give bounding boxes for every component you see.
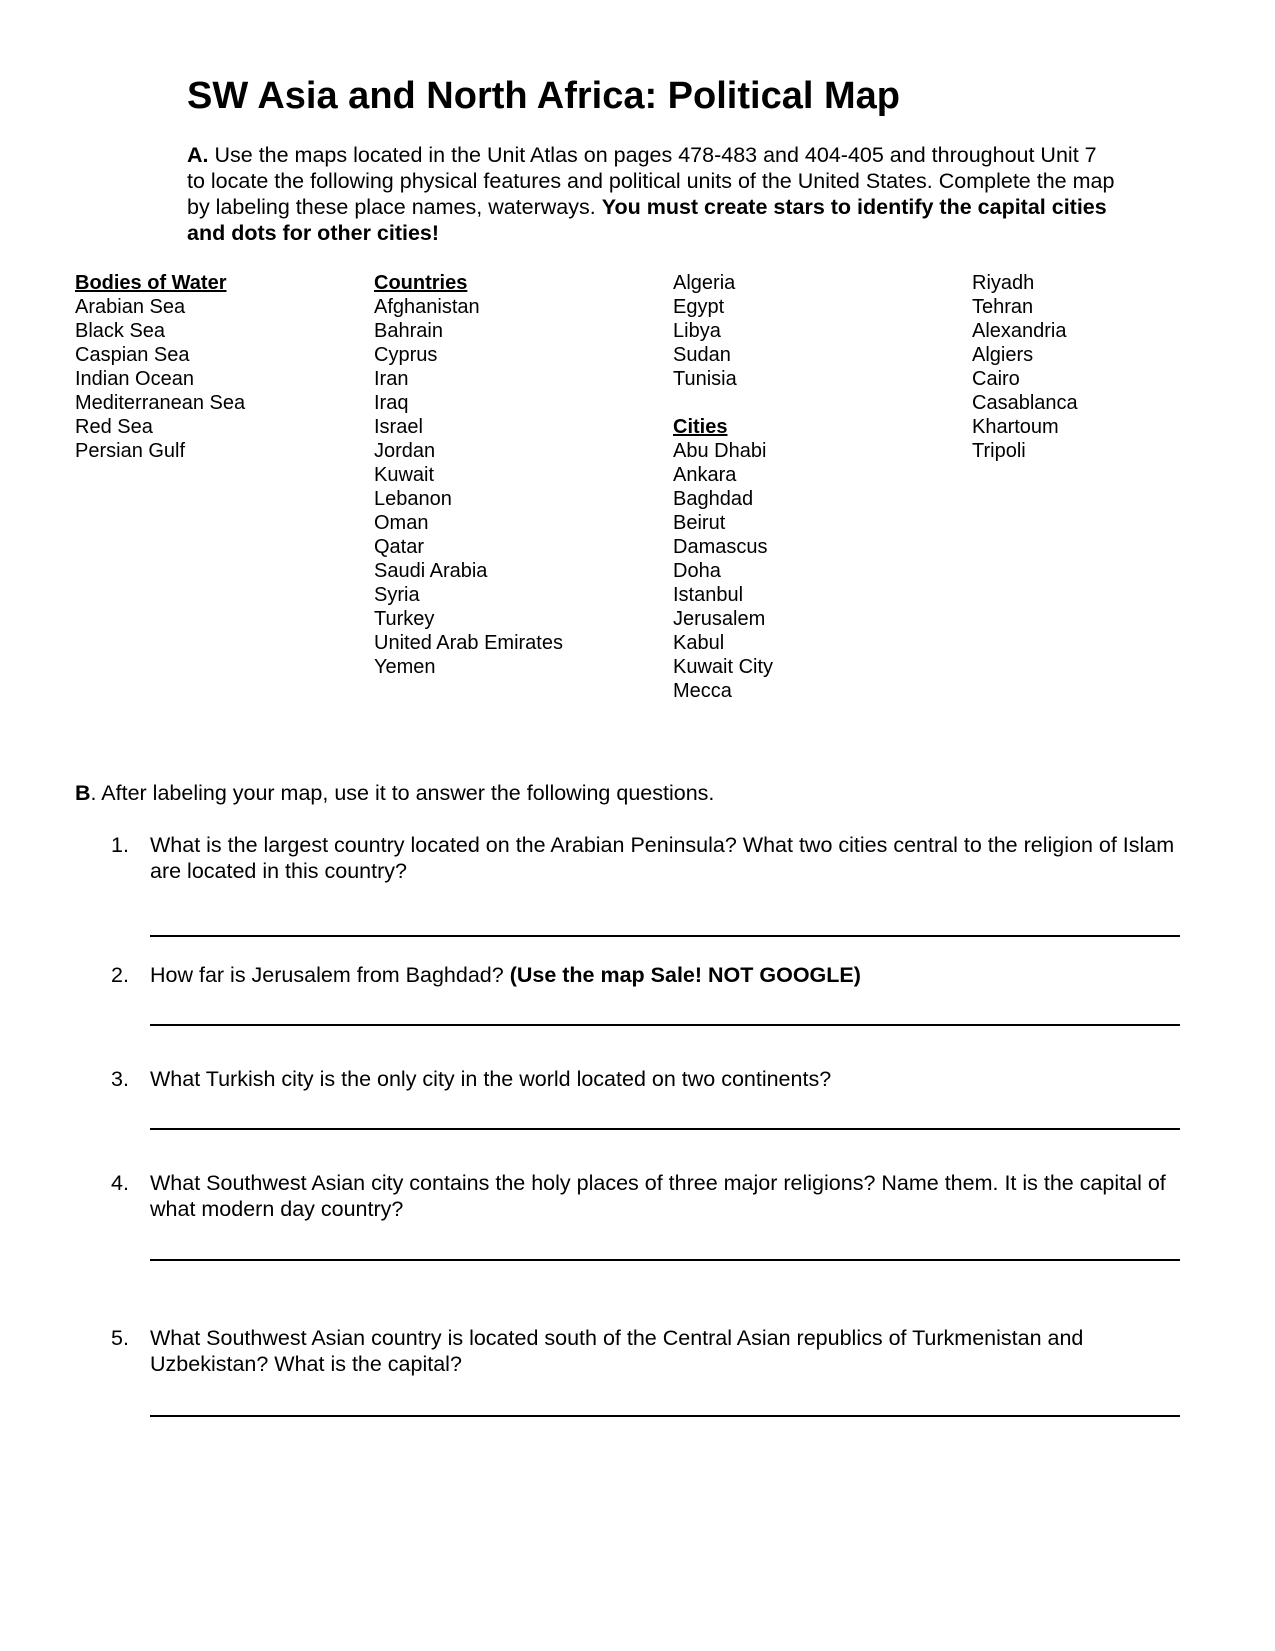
answer-line[interactable] xyxy=(150,1415,1180,1417)
list-item: Istanbul xyxy=(673,584,744,606)
answer-line[interactable] xyxy=(150,1024,1180,1026)
list-item: United Arab Emirates xyxy=(374,632,563,654)
answer-line[interactable] xyxy=(150,1128,1180,1130)
list-item: Jordan xyxy=(374,440,436,462)
list-item: Mediterranean Sea xyxy=(75,392,246,414)
question-text xyxy=(150,1325,1195,1377)
list-item: Kabul xyxy=(673,632,725,654)
question-number: 3. xyxy=(111,1067,129,1091)
bodies-of-water-column xyxy=(75,271,365,463)
list-item: Beirut xyxy=(673,512,726,534)
list-item: Tunisia xyxy=(673,368,737,390)
list-item: Qatar xyxy=(374,536,425,558)
section-a-text: Use the maps located in the Unit Atlas on pages 478-483 and 404-405 and throughout Unit 7 to locate the following physical features and political units of the United States. Complete the map by labeling these place names, waterways. xyxy=(187,143,1115,219)
bodies-of-water-header: Bodies of Water xyxy=(75,272,227,294)
list-item: Persian Gulf xyxy=(75,440,186,462)
list-item: Alexandria xyxy=(972,320,1067,342)
question-number: 2. xyxy=(111,963,129,987)
question-text-body: How far is Jerusalem from Baghdad? xyxy=(150,963,510,987)
list-item: Sudan xyxy=(673,344,731,366)
list-item: Abu Dhabi xyxy=(673,440,767,462)
section-b-instructions xyxy=(75,780,714,806)
question-text xyxy=(150,1066,1195,1092)
list-item: Afghanistan xyxy=(374,296,480,318)
cities-header: Cities xyxy=(673,416,728,438)
cities-continued-column xyxy=(972,271,1262,463)
list-item: Tripoli xyxy=(972,440,1026,462)
list-item: Oman xyxy=(374,512,429,534)
question-text xyxy=(150,832,1195,884)
list-item: Damascus xyxy=(673,536,768,558)
countries-cities-column xyxy=(673,271,963,703)
list-item: Red Sea xyxy=(75,416,153,438)
section-a-label: A. xyxy=(187,143,209,167)
list-item: Mecca xyxy=(673,680,732,702)
question-text-body: What is the largest country located on the Arabian Peninsula? What two cities central to the religion of Islam are located in this country? xyxy=(150,833,1175,883)
list-item: Cyprus xyxy=(374,344,438,366)
list-item: Iran xyxy=(374,368,409,390)
answer-line[interactable] xyxy=(150,935,1180,937)
list-item: Egypt xyxy=(673,296,725,318)
list-item: Algeria xyxy=(673,272,736,294)
list-item: Turkey xyxy=(374,608,435,630)
list-item: Kuwait xyxy=(374,464,435,486)
list-item: Caspian Sea xyxy=(75,344,190,366)
question-number: 1. xyxy=(111,833,129,857)
countries-header: Countries xyxy=(374,272,468,294)
question-text-emphasis: (Use the map Sale! NOT GOOGLE) xyxy=(509,963,861,987)
list-item: Ankara xyxy=(673,464,737,486)
countries-column xyxy=(374,271,664,679)
list-item: Indian Ocean xyxy=(75,368,194,390)
list-item: Lebanon xyxy=(374,488,452,510)
list-item: Casablanca xyxy=(972,392,1078,414)
page-title: SW Asia and North Africa: Political Map xyxy=(187,75,900,117)
list-item: Bahrain xyxy=(374,320,443,342)
question-number: 5. xyxy=(111,1326,129,1350)
list-item: Syria xyxy=(374,584,420,606)
question-text xyxy=(150,962,1195,988)
list-item: Riyadh xyxy=(972,272,1035,294)
question-number: 4. xyxy=(111,1171,129,1195)
question-text xyxy=(150,1170,1195,1222)
list-item: Saudi Arabia xyxy=(374,560,488,582)
list-item: Doha xyxy=(673,560,721,582)
section-a-instructions xyxy=(187,142,1117,246)
list-item: Iraq xyxy=(374,392,409,414)
list-item: Israel xyxy=(374,416,423,438)
list-item: Algiers xyxy=(972,344,1034,366)
question-text-body: What Southwest Asian country is located south of the Central Asian republics of Turkmenistan and Uzbekistan? What is the capital? xyxy=(150,1326,1084,1376)
question-text-body: What Southwest Asian city contains the holy places of three major religions? Name them. It is the capital of what modern day country? xyxy=(150,1171,1166,1221)
section-b-text: . After labeling your map, use it to answer the following questions. xyxy=(90,781,715,805)
list-item: Tehran xyxy=(972,296,1034,318)
list-spacer xyxy=(673,391,963,415)
answer-line[interactable] xyxy=(150,1259,1180,1261)
list-item: Libya xyxy=(673,320,721,342)
section-a-emphasis: You must create stars to identify the capital cities and dots for other cities! xyxy=(187,195,1107,245)
list-item: Black Sea xyxy=(75,320,166,342)
list-item: Khartoum xyxy=(972,416,1059,438)
list-item: Kuwait City xyxy=(673,656,774,678)
list-item: Jerusalem xyxy=(673,608,766,630)
list-item: Arabian Sea xyxy=(75,296,186,318)
question-text-body: What Turkish city is the only city in the world located on two continents? xyxy=(150,1067,832,1091)
section-b-label: B xyxy=(75,781,91,805)
list-item: Cairo xyxy=(972,368,1020,390)
list-item: Yemen xyxy=(374,656,436,678)
list-item: Baghdad xyxy=(673,488,754,510)
